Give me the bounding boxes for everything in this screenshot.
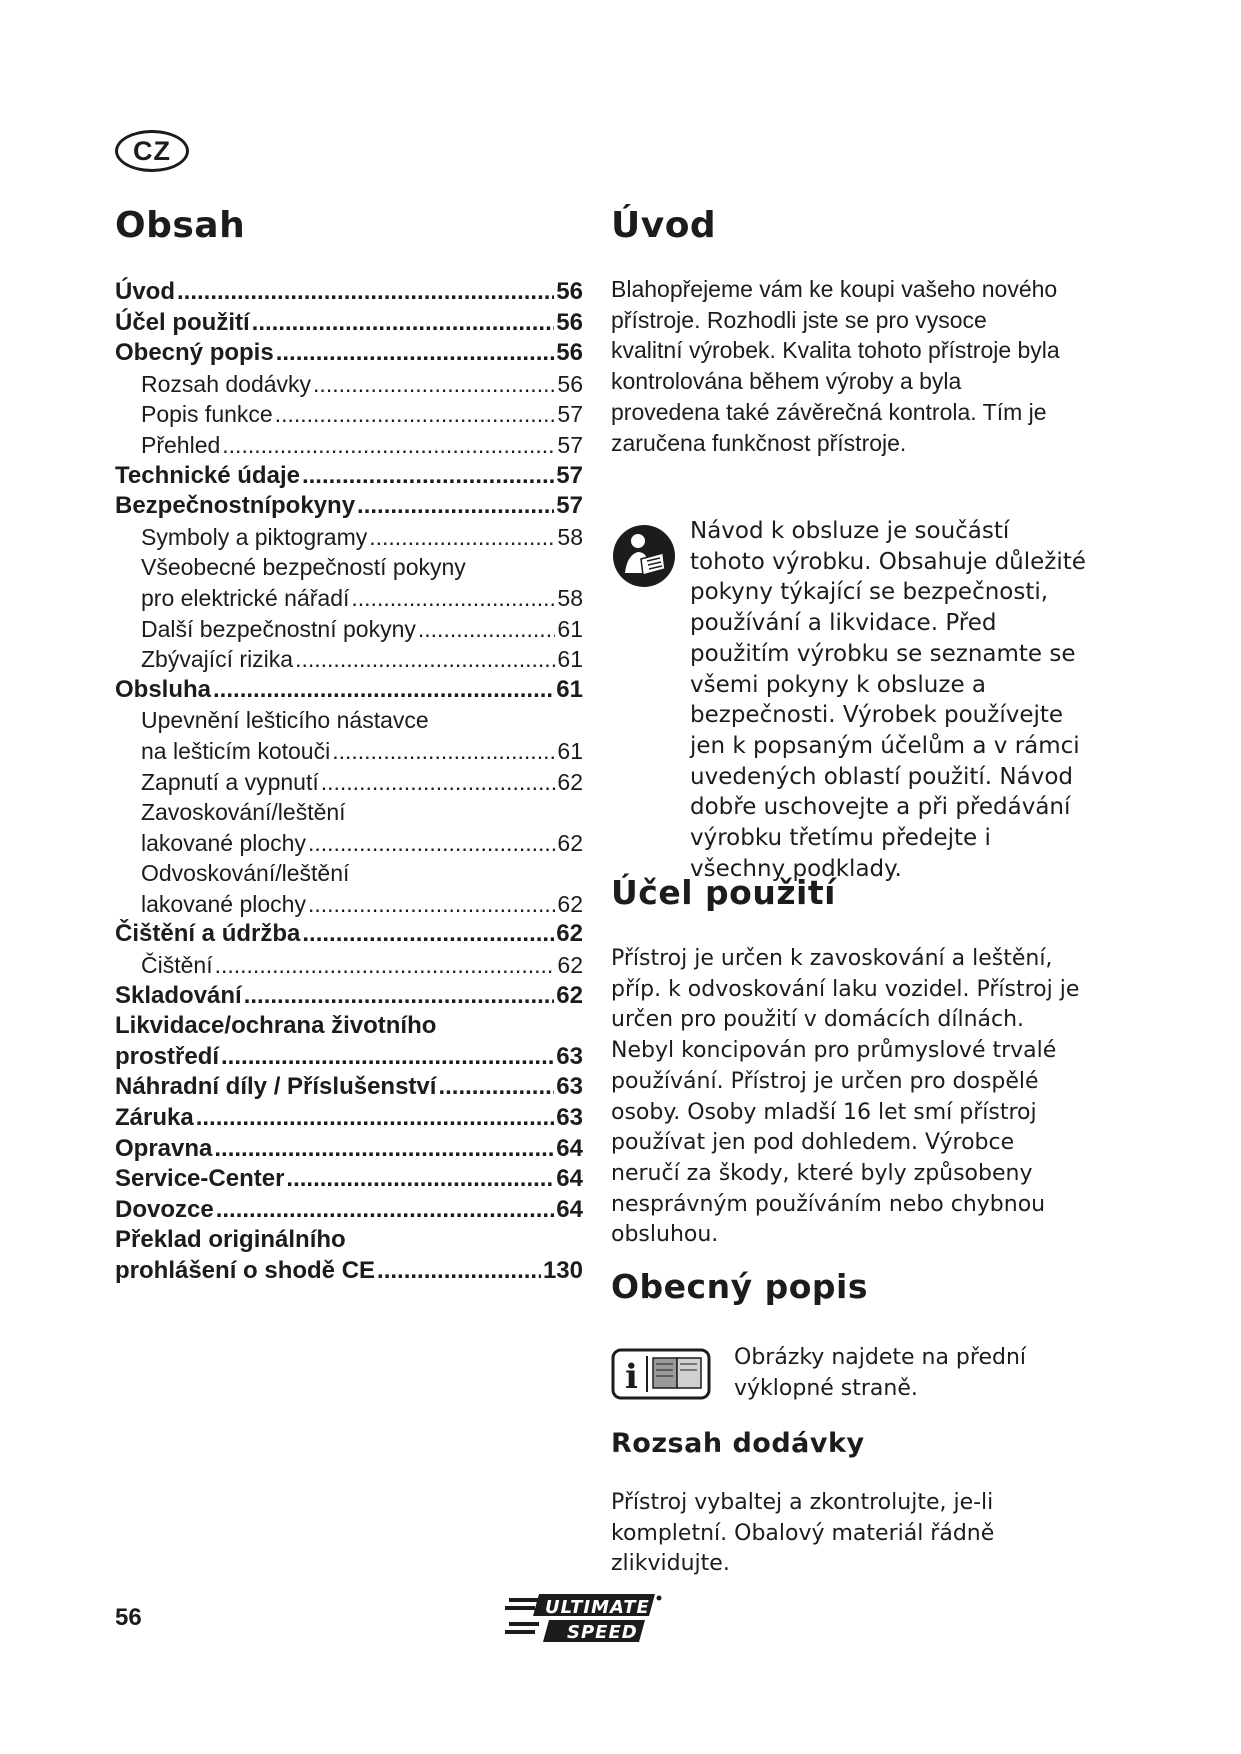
toc-dot-leader bbox=[377, 1256, 541, 1287]
svg-text:i: i bbox=[625, 1357, 638, 1397]
toc-entry-page: 61 bbox=[557, 646, 583, 673]
toc-entry-label: na lešticím kotouči bbox=[141, 737, 331, 764]
toc-entry-label: Účel použití bbox=[115, 308, 250, 336]
toc-entry bbox=[115, 338, 583, 369]
toc-entry-label: prohlášení o shodě CE bbox=[115, 1257, 376, 1284]
toc-entry bbox=[115, 308, 583, 339]
toc-entry bbox=[115, 1256, 583, 1287]
toc-entry bbox=[115, 1072, 583, 1103]
toc-entry-page: 64 bbox=[556, 1134, 583, 1162]
toc-entry bbox=[115, 1103, 583, 1134]
toc-entry-label: Čištění bbox=[141, 952, 213, 979]
toc-entry-page: 62 bbox=[557, 768, 583, 795]
toc-entry-label: Další bezpečnostní pokyny bbox=[141, 615, 416, 642]
toc-dot-leader bbox=[332, 736, 555, 767]
toc-entry-label: lakované plochy bbox=[141, 829, 306, 856]
toc-entry bbox=[115, 858, 583, 889]
toc-entry-label: Upevnění lešticího nástavce bbox=[141, 707, 429, 734]
toc-entry-label: Zavoskování/leštění bbox=[141, 799, 346, 826]
toc-entry bbox=[115, 461, 583, 492]
toc-entry-page: 61 bbox=[556, 675, 583, 703]
toc-dot-leader bbox=[313, 369, 555, 400]
toc-entry-label: Obecný popis bbox=[115, 339, 274, 367]
toc-dot-leader bbox=[369, 522, 555, 553]
toc-entry-page: 62 bbox=[557, 829, 583, 856]
toc-entry bbox=[115, 369, 583, 400]
toc-entry bbox=[115, 430, 583, 461]
toc-entry bbox=[115, 614, 583, 645]
toc-entry bbox=[115, 828, 583, 859]
toc-entry-label: Náhradní díly / Příslušenství bbox=[115, 1073, 437, 1101]
toc-entry bbox=[115, 399, 583, 430]
toc-entry bbox=[115, 1225, 583, 1256]
toc-entry-label: Překlad originálního bbox=[115, 1226, 346, 1254]
toc-entry-label: Skladování bbox=[115, 981, 242, 1009]
general-heading: Obecný popis bbox=[611, 1267, 868, 1306]
toc-entry bbox=[115, 767, 583, 798]
toc-entry-label: Dovozce bbox=[115, 1195, 214, 1223]
toc-entry-page: 57 bbox=[556, 492, 583, 520]
toc-dot-leader bbox=[276, 338, 555, 369]
toc-dot-leader bbox=[222, 430, 555, 461]
toc-entry bbox=[115, 736, 583, 767]
toc-dot-leader bbox=[216, 1195, 555, 1226]
toc-dot-leader bbox=[302, 919, 554, 950]
toc-entry-label: Service-Center bbox=[115, 1165, 285, 1193]
toc-dot-leader bbox=[357, 491, 554, 522]
toc-dot-leader bbox=[308, 889, 555, 920]
toc-entry-page: 56 bbox=[557, 370, 583, 397]
toc-entry bbox=[115, 797, 583, 828]
toc-entry-label: Všeobecné bezpečností pokyny bbox=[141, 554, 466, 581]
toc-entry bbox=[115, 675, 583, 706]
toc-entry bbox=[115, 1195, 583, 1226]
toc-entry-page: 62 bbox=[556, 981, 583, 1009]
toc-entry bbox=[115, 277, 583, 308]
toc-entry-label: Zapnutí a vypnutí bbox=[141, 768, 319, 795]
language-badge: CZ bbox=[115, 130, 189, 172]
toc-entry bbox=[115, 491, 583, 522]
toc-entry bbox=[115, 889, 583, 920]
toc-entry-page: 62 bbox=[557, 890, 583, 917]
toc-entry-page: 61 bbox=[557, 737, 583, 764]
toc-entry-label: Obsluha bbox=[115, 675, 212, 703]
toc-dot-leader bbox=[214, 1134, 554, 1165]
toc-entry bbox=[115, 1164, 583, 1195]
toc-entry-page: 130 bbox=[542, 1257, 583, 1284]
info-book-icon bbox=[611, 1348, 711, 1400]
toc-entry-page: 64 bbox=[556, 1195, 583, 1223]
delivery-paragraph: Přístroj vybaltej a zkontrolujte, je-li kompletní. Obalový materiál řádně zlikvidujte. bbox=[611, 1490, 995, 1577]
toc-entry-label: Bezpečnostnípokyny bbox=[115, 492, 356, 520]
toc-dot-leader bbox=[302, 461, 554, 492]
toc-dot-leader bbox=[295, 644, 555, 675]
toc-entry bbox=[115, 522, 583, 553]
toc-entry bbox=[115, 552, 583, 583]
toc-entry-page: 64 bbox=[556, 1165, 583, 1193]
page-number: 56 bbox=[115, 1604, 142, 1631]
ultimate-speed-logo bbox=[505, 1590, 665, 1646]
toc-entry-page: 58 bbox=[557, 523, 583, 550]
toc-entry-label: Čištění a údržba bbox=[115, 920, 301, 948]
toc-entry bbox=[115, 583, 583, 614]
toc-dot-leader bbox=[308, 828, 555, 859]
figure-note: Obrázky najdete na přední výklopné straně. bbox=[734, 1345, 1027, 1401]
toc-entry-label: Likvidace/ochrana životního bbox=[115, 1012, 437, 1040]
toc-dot-leader bbox=[244, 981, 555, 1012]
toc-entry-page: 57 bbox=[557, 431, 583, 458]
toc-entry-page: 57 bbox=[556, 461, 583, 489]
toc-dot-leader bbox=[418, 614, 556, 645]
toc-entry-label: Rozsah dodávky bbox=[141, 370, 312, 397]
toc-entry-label: Úvod bbox=[115, 278, 175, 305]
toc-dot-leader bbox=[438, 1072, 554, 1103]
toc-entry-label: lakované plochy bbox=[141, 890, 306, 917]
toc-entry-page: 63 bbox=[556, 1073, 583, 1101]
purpose-paragraph: Přístroj je určen k zavoskování a leštění, příp. k odvoskování laku vozidel. Přístroj je určen pro použití v domácích dílnách. Nebyl koncipován pro průmyslové trvalé používání. Přístroj je určen pro dospělé osoby. Osoby mladší 16 let smí přístroj používat jen pod dohledem. Výrobce neručí za škody, které byly způsobeny nesprávným používáním nebo chybnou obsluhou. bbox=[611, 946, 1080, 1248]
manual-note: Návod k obsluze je součástí tohoto výrobku. Obsahuje důležité pokyny týkající se bezpečnosti, používání a likvidace. Před použitím výrobku se seznamte se všemi pokyny k obsluze a bezpečnosti. Výrobek používejte jen k popsaným účelům a v rámci uvedených oblastí použití. Návod dobře uschovejte a při předávání výrobku třetímu předejte i všechny podklady. bbox=[690, 518, 1086, 882]
toc-entry-page: 63 bbox=[556, 1042, 583, 1070]
toc-entry-page: 63 bbox=[556, 1104, 583, 1132]
toc-entry-label: Symboly a piktogramy bbox=[141, 523, 368, 550]
toc-entry-label: Záruka bbox=[115, 1104, 194, 1132]
toc-entry bbox=[115, 919, 583, 950]
logo-text-speed: SPEED bbox=[567, 1622, 638, 1643]
toc-entry bbox=[115, 644, 583, 675]
toc-entry-page: 58 bbox=[557, 584, 583, 611]
toc-entry bbox=[115, 705, 583, 736]
table-of-contents bbox=[115, 277, 583, 1287]
toc-entry-label: Popis funkce bbox=[141, 401, 273, 428]
toc-entry-page: 61 bbox=[557, 615, 583, 642]
logo-text-ultimate: ULTIMATE bbox=[545, 1597, 650, 1618]
toc-dot-leader bbox=[286, 1164, 554, 1195]
toc-entry-label: Zbývající rizika bbox=[141, 646, 294, 673]
toc-dot-leader bbox=[351, 583, 555, 614]
toc-dot-leader bbox=[213, 675, 554, 706]
toc-entry-label: Opravna bbox=[115, 1134, 213, 1162]
toc-entry bbox=[115, 1042, 583, 1073]
toc-entry-label: Odvoskování/leštění bbox=[141, 860, 350, 887]
delivery-heading: Rozsah dodávky bbox=[611, 1428, 865, 1459]
toc-dot-leader bbox=[321, 767, 556, 798]
toc-dot-leader bbox=[177, 277, 554, 308]
toc-dot-leader bbox=[196, 1103, 555, 1134]
toc-title: Obsah bbox=[115, 205, 246, 246]
toc-entry bbox=[115, 1011, 583, 1042]
toc-dot-leader bbox=[221, 1042, 554, 1073]
toc-dot-leader bbox=[215, 950, 556, 981]
toc-entry-page: 56 bbox=[556, 278, 583, 305]
intro-heading: Úvod bbox=[611, 205, 717, 246]
toc-entry bbox=[115, 950, 583, 981]
toc-entry bbox=[115, 981, 583, 1012]
toc-entry-page: 62 bbox=[557, 952, 583, 979]
toc-entry-page: 56 bbox=[556, 339, 583, 367]
toc-entry-page: 62 bbox=[556, 920, 583, 948]
intro-paragraph: Blahopřejeme vám ke koupi vašeho nového přístroje. Rozhodli jste se pro vysoce kvalitní výrobek. Kvalita tohoto přístroje byla kontrolována během výroby a byla provedena také závěrečná kontrola. Tím je zaručena funkčnost přístroje. bbox=[611, 276, 1060, 456]
toc-entry bbox=[115, 1134, 583, 1165]
toc-entry-page: 56 bbox=[556, 308, 583, 336]
toc-entry-label: prostředí bbox=[115, 1042, 220, 1070]
read-manual-icon bbox=[611, 523, 677, 589]
toc-entry-label: pro elektrické nářadí bbox=[141, 584, 350, 611]
toc-dot-leader bbox=[252, 308, 555, 339]
toc-entry-label: Technické údaje bbox=[115, 461, 300, 489]
toc-dot-leader bbox=[275, 399, 556, 430]
toc-entry-page: 57 bbox=[557, 401, 583, 428]
toc-entry-label: Přehled bbox=[141, 431, 221, 458]
purpose-heading: Účel použití bbox=[611, 873, 836, 912]
